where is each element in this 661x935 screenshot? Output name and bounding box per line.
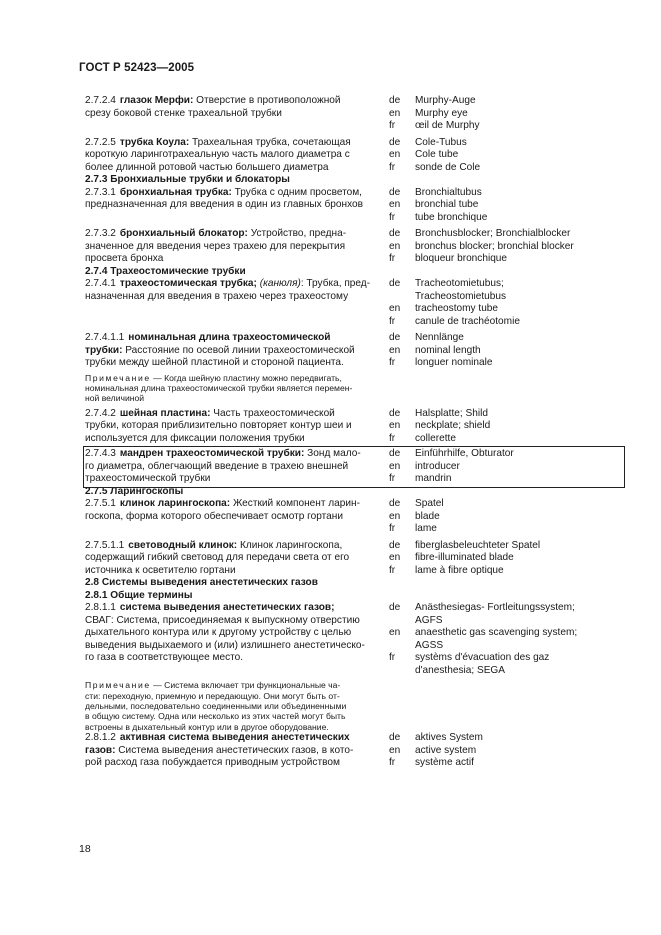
- entry-definition: 2.8.1.1 система выведения анестетических газов; СВАГ: Система, присоединяемая к выпускному отверстию дыхательного контура или к другому устройству с целью выведения выдыхаемого и (или) излишнего анестетическо- го газа в соответствующее место.: [85, 602, 365, 664]
- term: номинальная длина трахеостомической: [128, 332, 331, 343]
- note: Примечание — Когда шейную пластину можно передвигать, номинальная длина трахеостомической трубки является перемен- ной величиной: [85, 372, 353, 404]
- entry-definition: 2.7.5.1 клинок ларингоскопа: Жесткий компонент ларин- госкопа, форма которого обеспечивает осмотр гортани: [85, 498, 360, 522]
- term: трубка Коула:: [119, 136, 190, 148]
- language-codes: de en fr: [389, 186, 401, 223]
- translations: fiberglasbeleuchteter Spatel fibre-illuminated blade lame à fibre optique: [415, 539, 541, 576]
- term: шейная пластина:: [119, 407, 211, 419]
- language-codes: de en fr: [389, 136, 401, 173]
- entry-definition: 2.7.3.1 бронхиальная трубка: Трубка с одним просветом, предназначенная для введения в один из главных бронхов: [85, 186, 364, 210]
- translations: Murphy-Auge Murphy eye œil de Murphy: [415, 95, 480, 131]
- entry-2-7-5-1-1: [85, 540, 625, 578]
- entry-definition: 2.7.3.2 бронхиальный блокатор: Устройство, предна- значенное для введения через трахею для перекрытия просвета бронха: [85, 228, 347, 264]
- note: Примечание — Система включает три функциональные ча- сти: переходную, приемную и передающую. Они могут быть от- дельными, последовательно соединенными или объединенными в общую систему. Одна или несколько из этих частей могут быть встроены в дыхательный контур или в другое оборудование.: [85, 680, 347, 732]
- translations: Tracheotomietubus; Tracheostomietubus tracheostomy tube canule de trachéotomie: [415, 278, 520, 327]
- term: активная система выведения анестетических: [119, 732, 350, 744]
- entry-definition: 2.7.2.5 трубка Коула: Трахеальная трубка, сочетающая короткую ларинготрахеальную часть малого диаметра с более длинной ротовой частью большего диаметра: [85, 136, 351, 173]
- language-codes: de en fr: [389, 278, 401, 327]
- entry-2-7-4-1: [85, 278, 625, 328]
- document-header: ГОСТ Р 52423—2005: [79, 62, 195, 74]
- glossary-content: [85, 95, 625, 770]
- entry-2-7-3-2: [85, 228, 625, 266]
- entry-2-7-4-3-highlighted: [85, 448, 623, 486]
- section-heading-2-8-1: 2.8.1 Общие термины: [85, 589, 193, 601]
- entry-2-7-5-1: [85, 498, 625, 536]
- translations: Bronchusblocker; Bronchialblocker bronchus blocker; bronchial blocker bloqueur bronchique: [415, 228, 574, 264]
- entry-definition: 2.7.2.4 глазок Мерфи: Отверстие в противоположной срезу боковой стенке трахеальной трубки: [85, 95, 341, 119]
- language-codes: de en fr: [389, 448, 401, 485]
- language-codes: de en fr: [389, 407, 401, 444]
- section-heading-2-7-4: 2.7.4 Трахеостомические трубки: [85, 265, 246, 277]
- term: бронхиальная трубка:: [119, 186, 232, 198]
- entry-definition: 2.7.5.1.1 световодный клинок: Клинок ларингоскопа, содержащий гибкий световод для передачи света от его источника к осветителю гортани: [85, 539, 350, 576]
- language-codes: de en fr: [389, 332, 401, 368]
- entry-2-8-1-2: [85, 732, 625, 770]
- entry-definition: 2.7.4.1.1 номинальная длина трахеостомической трубки: Расстояние по осевой линии трахеостомической трубки между шейной пластиной и стороной пациента.: [85, 332, 355, 368]
- entry-2-7-4-2: [85, 408, 625, 446]
- translations: aktives System active system système actif: [415, 732, 483, 769]
- language-codes: de en fr: [389, 539, 401, 576]
- entry-2-8-1-1: [85, 602, 625, 677]
- entry-definition: 2.8.1.2 активная система выведения анестетических газов: Система выведения анестетических газов, в кото- рой расход газа побуждается приводным устройством: [85, 732, 354, 769]
- term: система выведения анестетических газов;: [119, 602, 335, 614]
- term-alternative: (канюля): [259, 278, 301, 289]
- translations: Halsplatte; Shild neckplate; shield collerette: [415, 407, 491, 444]
- translations: Bronchialtubus bronchial tube tube bronchique: [415, 186, 488, 223]
- language-codes: de en fr: [389, 732, 401, 769]
- term: клинок ларингоскопа:: [119, 498, 231, 510]
- note-label: Примечание: [85, 372, 151, 383]
- translations: Einführhilfe, Obturator introducer mandrin: [415, 448, 514, 485]
- section-heading-2-7-3: 2.7.3 Бронхиальные трубки и блокаторы: [85, 174, 290, 185]
- language-codes: de en fr: [389, 602, 401, 664]
- note-label: Примечание: [85, 680, 151, 691]
- term: трахеостомическая трубка;: [119, 278, 257, 289]
- language-codes: de en fr: [389, 228, 401, 264]
- entry-2-7-2-5: [85, 137, 625, 175]
- term: глазок Мерфи:: [119, 95, 194, 106]
- entry-2-7-3-1: [85, 187, 625, 225]
- entry-definition: 2.7.4.1 трахеостомическая трубка; (канюля): Трубка, пред- назначенная для введения в трахею через трахеостому: [85, 278, 371, 302]
- section-heading-2-7-5: 2.7.5 Ларингоскопы: [85, 485, 184, 497]
- translations: Nennlänge nominal length longuer nominale: [415, 332, 493, 368]
- translations: Cole-Tubus Cole tube sonde de Cole: [415, 136, 481, 173]
- entry-2-7-4-1-1: [85, 332, 625, 370]
- translations: Anästhesiegas- Fortleitungssystem; AGFS anaesthetic gas scavenging system; AGSS systèms d'évacuation des gaz d'anesthesia; SEGA: [415, 602, 578, 676]
- term: мандрен трахеостомической трубки:: [119, 448, 305, 460]
- language-codes: de en fr: [389, 498, 401, 535]
- term: световодный клинок:: [128, 539, 238, 551]
- section-heading-2-8: 2.8 Системы выведения анестетических газов: [85, 577, 318, 589]
- entry-definition: 2.7.4.3 мандрен трахеостомической трубки: Зонд мало- го диаметра, облегчающий введение в трахею внешней трахеостомической трубки: [85, 448, 361, 485]
- entry-2-7-2-4: [85, 95, 625, 133]
- term: бронхиальный блокатор:: [119, 228, 248, 239]
- language-codes: de en fr: [389, 95, 401, 131]
- page-number: 18: [79, 843, 91, 855]
- translations: Spatel blade lame: [415, 498, 444, 535]
- entry-definition: 2.7.4.2 шейная пластина: Часть трахеостомической трубки, которая приблизительно повторяет контур шеи и используется для фиксации положения трубки: [85, 407, 352, 444]
